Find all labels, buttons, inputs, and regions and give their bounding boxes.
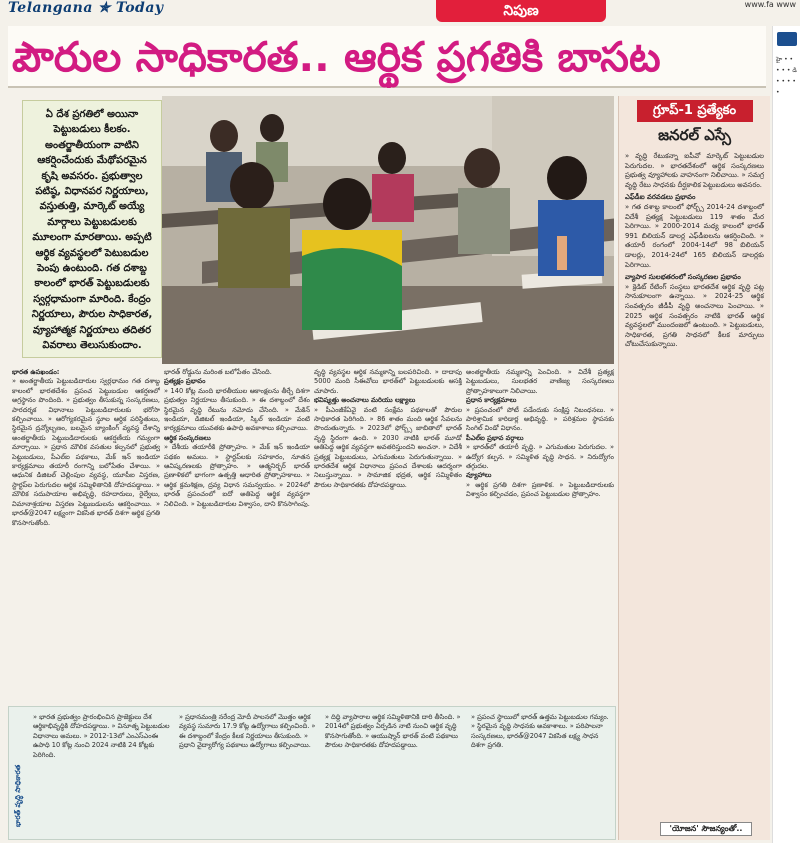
- column-4-text-3: » భారత్‌లో తయారీ వృద్ధి. » ఎగుమతుల పెరుగుదల. » ఉద్యోగ కల్పన. » సమ్మిళిత వృద్ధి సాధన. » నిరుద్యోగం తగ్గుదల.: [466, 443, 614, 471]
- top-bar: [0, 0, 800, 22]
- students-writing-exam-illustration: [162, 96, 614, 364]
- sidebar-heading-fdi: ఎఫ్‌డీఐ వరవడలు ప్రభావం: [625, 193, 696, 202]
- right-adjacent-column: [772, 26, 800, 843]
- bottom-column-1: » భారత ప్రభుత్వం ప్రారంభించిన ప్రాజెక్టులు దేశ ఆర్థికాభివృద్ధికి దోహదపడ్డాయి. » వినూత్న పెట్టుబడుల విధానాలు అమలు. » 2012-13లో ఎంఎస్ఎంఈ ఉపాధి 10 కోట్ల నుంచి 2024 నాటికి 24 కోట్లకు పెరిగింది.: [33, 713, 170, 759]
- sidebar-paragraph-1: » వృద్ధి రేటుకన్నా ఐపీవో మార్కెట్ పెట్టుబడుల పెరుగుదల. » భారతదేశంలో ఆర్థిక సంస్కరణలు ప్రభుత్వ వ్యూహాలకు వాహనంగా నిలిచాయి. » సమగ్ర వృద్ధి రేటు సాధనకు దీర్ఘకాలిక పెట్టుబడులు అవసరం.: [625, 152, 764, 189]
- column-4-heading-1: ప్రధాన కార్యక్రమాలు: [466, 396, 517, 405]
- article-column-4: [466, 368, 614, 700]
- column-4-text-1: అంతర్జాతీయ నమ్మకాన్ని పెంచింది. » విదేశీ ప్రత్యక్ష పెట్టుబడులు, సులభతర వాణిజ్య సంస్కరణలు ప్రోత్సాహకాలుగా నిలిచాయి.: [466, 368, 614, 395]
- general-essay-subtitle: జనరల్ ఎస్సే: [658, 126, 731, 144]
- bottom-highlight-box: [8, 706, 616, 840]
- site-url: www.fa www: [744, 0, 796, 9]
- intro-box: [22, 100, 162, 358]
- bottom-column-3: » దిద్ది వ్యాపారాల ఆర్థిక సమ్మిళితానికి దారి తీసింది. » 2014లో ప్రభుత్వం ఏర్పడిన నాటి నుంచి ఆర్థిక వృద్ధి కొనసాగుతోంది. » ఆయుష్మాన్ భారత్ వంటి పథకాలు పౌరుల సాధికారతకు దోహదపడ్డాయి.: [325, 713, 461, 750]
- column-1-text: » అంతర్జాతీయ పెట్టుబడిదారుల స్వర్గధామం గత దశాబ్ద కాలంలో భారతదేశం ప్రపంచ పెట్టుబడుల ఆకర్షణలో అగ్రస్థానం పొందింది. » ప్రభుత్వం తీసుకున్న సంస్కరణలు, పారదర్శక విధానాలు పెట్టుబడిదారులకు భరోసా కల్పించాయి. » ఆరోగ్యకరమైన స్థూల ఆర్థిక పరిస్థితులు, స్థిరమైన ద్రవ్యోల్బణం, బలమైన బ్యాంకింగ్ వ్యవస్థ దేశాన్ని అంతర్జాతీయ పెట్టుబడిదారులకు ఆకర్షణీయ గమ్యంగా మార్చాయి. » ప్రధాన మౌలిక వసతుల కల్పనలో ప్రభుత్వ పెట్టుబడులు, పీఎల్‌ఐ పథకాలు, మేక్ ఇన్ ఇండియా కార్యక్రమాలు తయారీ రంగాన్ని బలోపేతం చేశాయి. » ఆధునిక డిజిటల్ చెల్లింపుల వ్యవస్థ, యూపీఐ విస్తరణ, స్టార్టప్‌ల పెరుగుదల ఆర్థిక సమ్మిళితానికి దోహదపడ్డాయి. » మౌలిక సదుపాయాల అభివృద్ధి, రహదారులు, రైల్వేలు, విమానాశ్రయాల విస్తరణ పెట్టుబడులను ఆకర్షించాయి. » భారత్@2047 లక్ష్యంగా వికసిత భారత్ దిశగా ఆర్థిక ప్రగతి కొనసాగుతోంది.: [12, 377, 160, 527]
- column-4-text-4: » ఆర్థిక ప్రగతి దిశగా ప్రణాళిక. » పెట్టుబడిదారులకు విశ్వాసం కల్పించడం, ప్రపంచ పెట్టుబడుల ప్రోత్సాహం.: [466, 480, 614, 499]
- column-4-heading-2: పీఎల్‌ఐ ప్రభావ వర్గాలు: [466, 433, 524, 442]
- article-column-1: [12, 368, 160, 700]
- column-2-lead: భారత్ రోడ్డును మరింత బలోపేతం చేసింది.: [164, 368, 272, 376]
- column-2-text-1: » 140 కోట్ల మంది భారతీయుల ఆకాంక్షలను తీర్చే దిశగా ప్రభుత్వం నిర్ణయాలు తీసుకుంది. » ఈ దశాబ్దంలో దేశం స్థిరమైన వృద్ధి రేటును నమోదు చేసింది. » మేకిన్ ఇండియా, డిజిటల్ ఇండియా, స్కిల్ ఇండియా వంటి కార్యక్రమాలు యువతకు ఉపాధి అవకాశాలు కల్పించాయి.: [164, 386, 310, 433]
- sidebar-heading-business: వ్యాపార సులభతరంలో సంస్కరణల ప్రభావం: [625, 273, 741, 282]
- column-4-heading-3: వ్యూహాలు: [466, 471, 492, 480]
- right-strip-text: హై • • • • • డి • • • • •: [776, 56, 797, 96]
- brand-logo: Telangana ✯ Today: [8, 0, 164, 16]
- column-3-heading: భవిష్యత్తు అంచనాలు మరియు లక్ష్యాలు: [314, 396, 416, 405]
- sidebar-paragraph-3: » క్రెడిట్ రేటింగ్ సంస్థలు భారతదేశ ఆర్థిక వృద్ధి పట్ల సానుకూలంగా ఉన్నాయి. » 2024-25 ఆర్థిక సంవత్సరం జీడీపీ వృద్ధి అంచనాలు పెంచాయి. » 2025 ఆర్థిక సంవత్సరం నాటికి భారత్ ఆర్థిక వ్యవస్థలలో ముందంజలో ఉంటుంది. » పెట్టుబడులు, సాధికారత, ప్రగతి సాధనలో కీలక మార్పులు చోటుచేసుకున్నాయి.: [625, 282, 764, 349]
- sidebar-body: [619, 148, 770, 350]
- column-1-heading: భారత ఉపఖండం:: [12, 368, 60, 376]
- column-2-heading-2: ఆర్థిక సంస్కరణలు: [164, 433, 211, 442]
- section-title: నిపుణ: [503, 3, 539, 19]
- yojana-credit: 'యోజన' సౌజన్యంతో..: [660, 822, 752, 836]
- book-icon: [777, 32, 797, 46]
- group1-special-tag: గ్రూప్-1 ప్రత్యేకం: [637, 100, 753, 122]
- intro-text: ఏ దేశ ప్రగతిలో అయినా పెట్టుబడులు కీలకం. అంతర్జాతీయంగా వాటిని ఆకర్షించేందుకు మేథోపరమైన కృషి అవసరం. ప్రభుత్వాల పటిష్ఠ, విధానపర నిర్ణయాలు, వస్తుతుత్తి, మార్కెట్ అయ్యే మార్గాలు పెట్టుబడులకు మూలంగా మారతాయి. అప్పటి ఆర్థిక వ్యవస్థలలో పెటుబడుల పెంపు ఉంటుంది. గత దశాబ్ద కాలంలో భారత్ పెట్టుబడులకు స్వర్గధామంగా మారింది. కేంద్రం నిర్ణయాలు, పౌరుల సాధికారత, వ్యూహాత్మక నిర్ణయాలు తదితర వివరాలు తెలుసుకుందాం.: [31, 109, 153, 352]
- column-3-text-1: వృద్ధి వ్యవస్థల ఆర్థిక నమ్మకాన్ని బలపరిచింది. » దాదాపు 5000 మంది సీఈవోలు భారత్‌లో పెట్టుబడులకు ఆసక్తి చూపారు.: [314, 368, 462, 395]
- group1-special-sidebar: [618, 96, 770, 840]
- page-headline: పౌరుల సాధికారత.. ఆర్థిక ప్రగతికి బాసట: [12, 33, 661, 81]
- exam-hall-photo: [162, 96, 614, 364]
- column-3-text-2: » పీఎంజీకేఏవై వంటి సంక్షేమ పథకాలతో పౌరుల సాధికారత పెరిగింది. » 86 శాతం మంది ఆర్థిక సేవలను పొందుతున్నారు. » 2023లో ఫోర్బ్స్ జాబితాలో భారత్ వృద్ధి స్థిరంగా ఉంది. » 2030 నాటికి భారత్ మూడో అతిపెద్ద ఆర్థిక వ్యవస్థగా అవతరిస్తుందని అంచనా. » విదేశీ ప్రత్యక్ష పెట్టుబడులు, ఎగుమతులు పెరుగుతున్నాయి. » భారతదేశ ఆర్థిక విధానాలు ప్రపంచ దేశాలకు ఆదర్శంగా నిలుస్తున్నాయి. » సామాజిక భద్రత, ఆర్థిక సమ్మిళితం పౌరుల సాధికారతకు దోహదపడ్డాయి.: [314, 405, 462, 489]
- article-column-3: [314, 368, 462, 700]
- article-column-2: [164, 368, 310, 700]
- column-2-text-2: » దేశీయ తయారీకి ప్రోత్సాహం. » మేక్ ఇన్ ఇండియా పథకం అమలు. » స్టార్టప్‌లకు సహకారం, నూతన ఆవిష్కరణలకు ప్రోత్సాహం. » ఆత్మనిర్భర్ భారత్ ప్రణాళికలో భాగంగా ఉత్పత్తి ఆధారిత ప్రోత్సాహకాలు. » ఆర్థిక క్రమశిక్షణ, ద్రవ్య విధాన సమన్వయం. » 2024లో భారత్ ప్రపంచంలో ఐదో అతిపెద్ద ఆర్థిక వ్యవస్థగా నిలిచింది. » పెట్టుబడిదారుల విశ్వాసం, దాని కొనసాగింపు.: [164, 443, 310, 508]
- bottom-column-4: » ప్రపంచ స్థాయిలో భారత్ ఉత్తమ పెట్టుబడుల గమ్యం. » స్థిరమైన వృద్ధి సాధనకు అవకాశాలు. » పరిపాలనా సంస్కరణలు, భారత్@2047 వికసిత లక్ష్య సాధన దిశగా ప్రగతి.: [471, 713, 609, 750]
- headline-banner: [8, 26, 766, 88]
- bottom-box-vertical-label: భారత్ వృద్ధి సాధికారత: [14, 764, 22, 827]
- bottom-column-2: » ప్రధానమంత్రి నరేంద్ర మోదీ పాలనలో మొత్తం ఆర్థిక వ్యవస్థ సుమారు 17.9 కోట్ల ఉద్యోగాలు కల్పించింది. » ఈ దశాబ్దంలో కేంద్రం కీలక నిర్ణయాలు తీసుకుంది. » ప్రధాని వైద్యారోగ్య పథకాలు ఉద్యోగాలు కల్పించాయి.: [179, 713, 316, 750]
- column-4-text-2: » ప్రపంచంలో పోటీ పడేందుకు సంక్షిప్త నిబంధనలు. » పారిశ్రామిక కారిడార్ల అభివృద్ధి. » పరిశ్రమల స్థాపనకు సింగిల్ విండో విధానం.: [466, 405, 614, 433]
- sidebar-paragraph-2: » గత దశాబ్ద కాలంలో ఫోర్బ్స్ 2014-24 దశాబ్దంలో విదేశీ ప్రత్యక్ష పెట్టుబడులు 119 శాతం మేర పెరిగాయి. » 2000-2014 మధ్య కాలంలో భారత్ 991 బిలియన్ డాలర్ల ఎఫ్‌డీఐలను ఆకర్షించింది. » తయారీ రంగంలో 2004-14లో 98 బిలియన్ డాలర్లు, 2014-24లో 165 బిలియన్ డాలర్లకు పెరిగాయి.: [625, 202, 764, 269]
- column-2-heading-1: ప్రత్యక్షం ప్రభావం: [164, 377, 206, 386]
- section-masthead: [436, 0, 606, 22]
